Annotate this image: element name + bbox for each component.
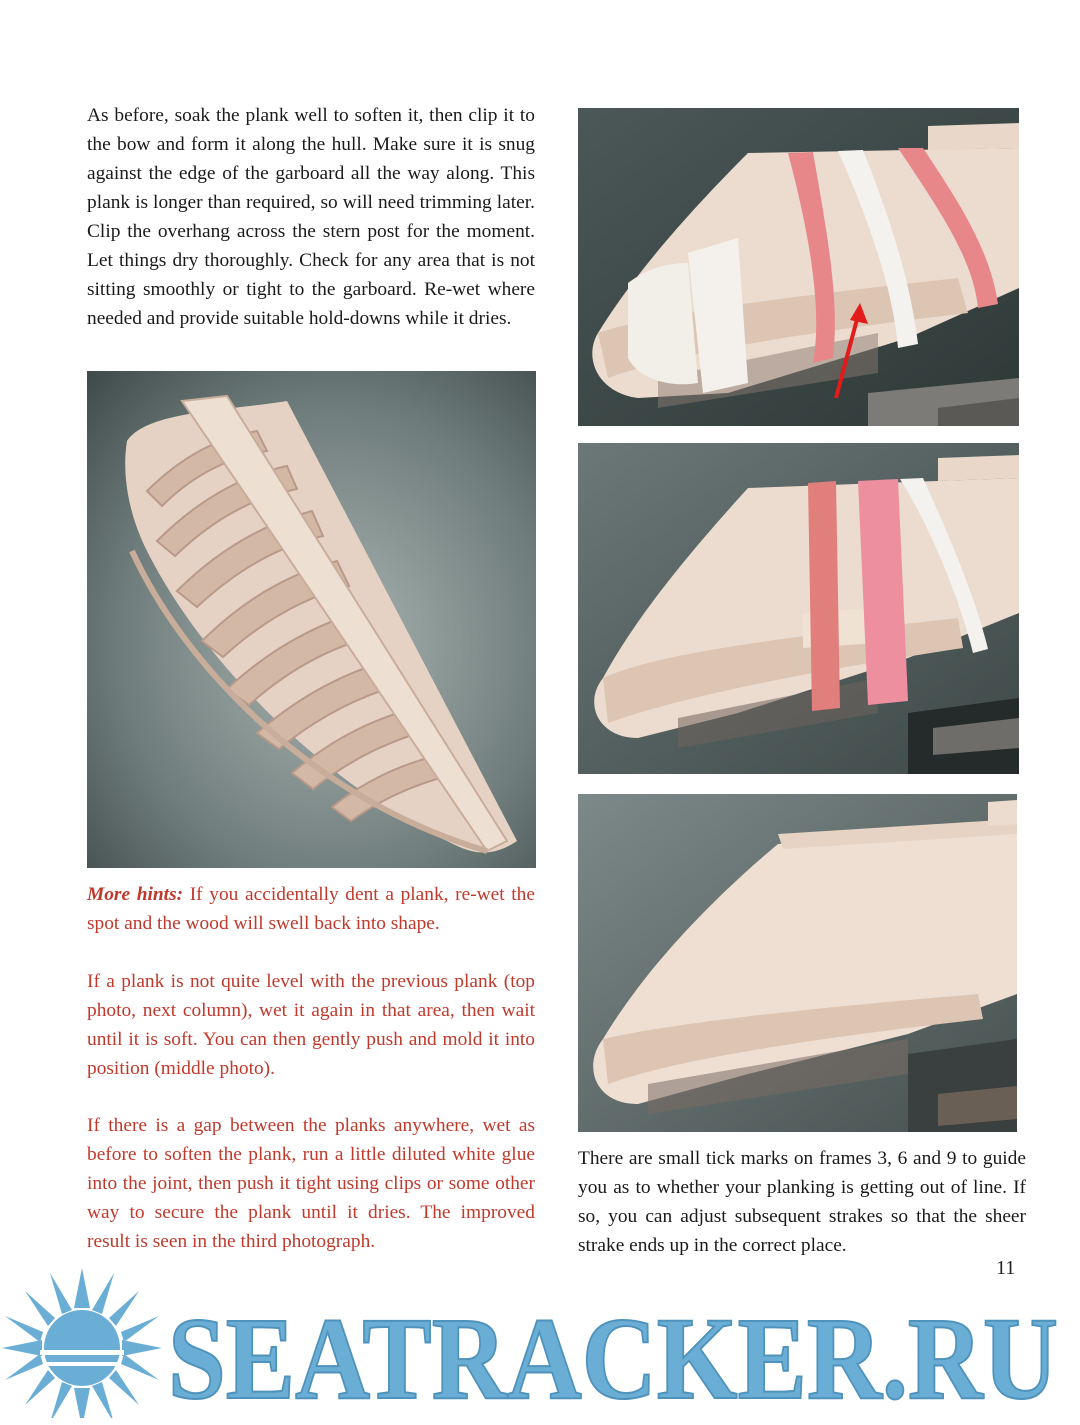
level-paragraph: If a plank is not quite level with the previous plank (top photo, next column), wet it again in that area, then wait until it is soft. You can then gently push and mold it into position (middle photo). <box>87 971 535 1079</box>
watermark <box>0 1268 1080 1418</box>
bottom-photo-improved-result <box>578 794 1017 1132</box>
middle-photo-corrected-plank <box>578 443 1019 774</box>
gap-paragraph: If there is a gap between the planks anywhere, wet as before to soften the plank, run a little diluted white glue into the joint, then push it tight using clips or some other way to secure the plank until it dries. The improved result is seen in the third photograph. <box>87 1115 535 1252</box>
sun-logo-icon <box>2 1268 162 1418</box>
hints-text: If you accidentally dent a plank, re-wet the spot and the wood will swell back into shape. <box>87 884 535 934</box>
page-number: 11 <box>996 1257 1016 1279</box>
hints-label: More hints: <box>87 884 184 905</box>
watermark-text: SEATRACKER.RU <box>168 1293 1058 1418</box>
intro-paragraph: As before, soak the plank well to soften it, then clip it to the bow and form it along the hull. Make sure it is snug against the edge of the garboard all the way along. This plank is longer than required, so will need trimming later. Clip the overhang across the stern post for the moment. Let things dry thoroughly. Check for any area that is not sitting smoothly or tight to the garboard. Re-wet where needed and provide suitable hold-downs while it dries. <box>87 105 535 329</box>
top-photo-uneven-plank <box>578 108 1019 426</box>
tick-marks-paragraph: There are small tick marks on frames 3, 6 and 9 to guide you as to whether your planking is getting out of line. If so, you can adjust subsequent strakes so that the sheer strake ends up in the correct place. <box>578 1148 1026 1256</box>
hull-overview-photo <box>87 371 536 868</box>
hints-paragraph <box>87 880 535 938</box>
